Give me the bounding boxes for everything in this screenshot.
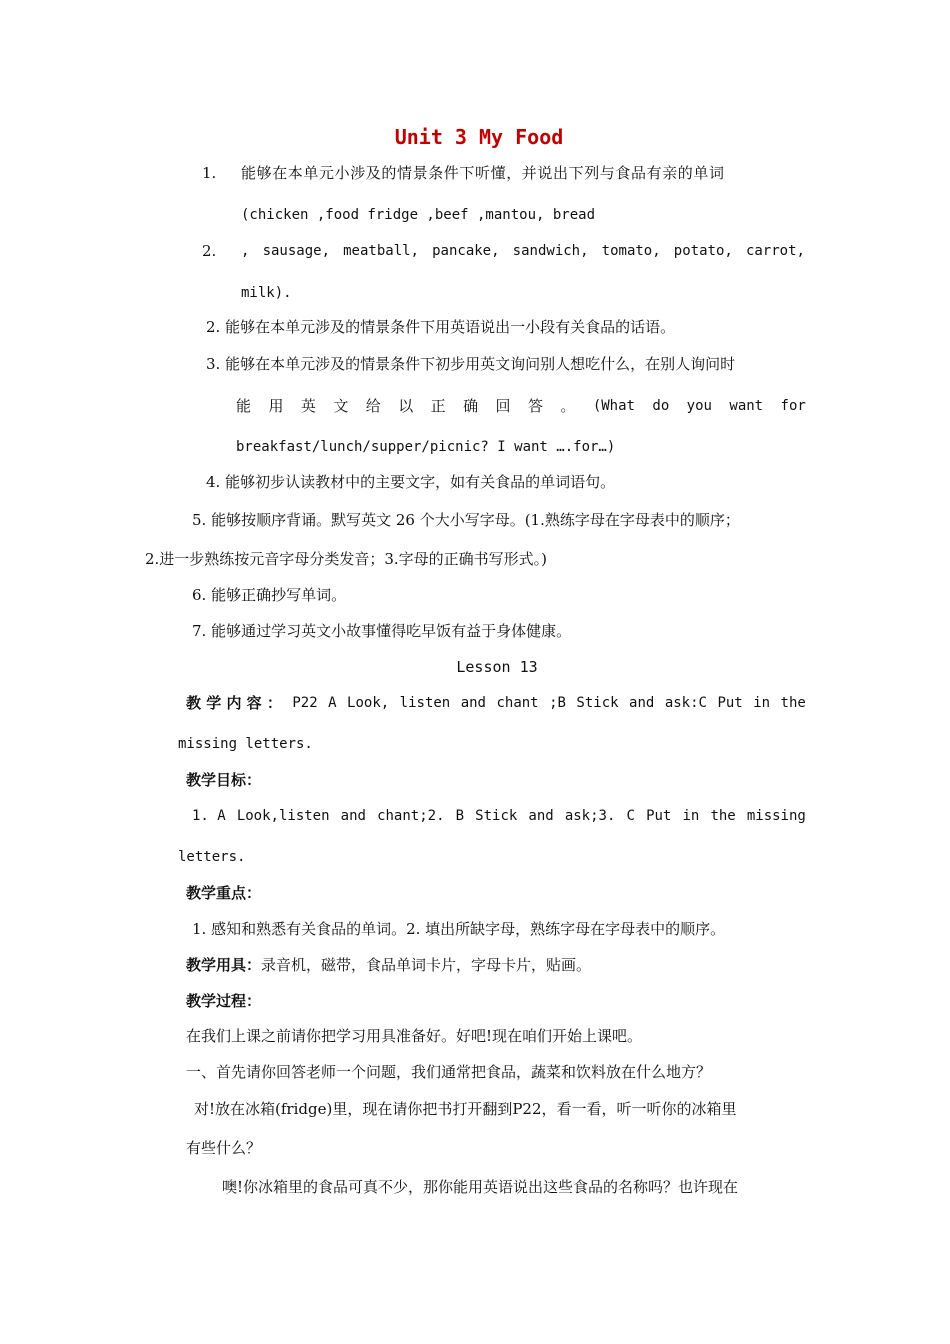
word: 英 <box>300 397 316 415</box>
process-paragraph-3-continuation: 有些什么？ <box>186 1139 262 1157</box>
word: and <box>460 695 486 711</box>
word: want <box>729 398 764 414</box>
word: P22 <box>292 695 318 711</box>
word: sandwich, <box>512 243 589 259</box>
goal-3-text: 2. 能够在本单元涉及的情景条件下用英语说出一小段有关食品的话语。 <box>206 318 676 336</box>
goal-2-words <box>241 241 805 261</box>
word: 能 <box>236 397 252 415</box>
word: the <box>780 695 806 711</box>
aim-continuation: letters. <box>178 849 246 865</box>
lesson-content-continuation: missing letters. <box>178 736 313 752</box>
goal-8-text: 7. 能够通过学习英文小故事懂得吃早饭有益于身体健康。 <box>192 622 572 640</box>
word: A <box>328 695 337 711</box>
word: ask;3. <box>564 808 616 824</box>
key-text: 1. 感知和熟悉有关食品的单词。2. 填出所缺字母，熟练字母在字母表中的顺序。 <box>192 920 726 938</box>
word: Stick <box>475 808 518 824</box>
word: ;B <box>549 695 566 711</box>
word: do <box>652 398 670 414</box>
word: Look, <box>347 695 390 711</box>
aim-label: 教学目标： <box>186 771 262 789</box>
word: missing <box>746 808 806 824</box>
word: Look,listen <box>236 808 330 824</box>
goal-5-text: 4. 能够初步认读教材中的主要文字，如有关食品的单词语句。 <box>206 473 616 491</box>
goal-2-continuation: milk). <box>241 285 292 301</box>
goal-1-number: 1. <box>202 164 217 182</box>
word: chant;2. <box>377 808 445 824</box>
process-paragraph-1: 在我们上课之前请你把学习用具准备好。好吧!现在咱们开始上课吧。 <box>186 1027 643 1045</box>
word: and <box>528 808 554 824</box>
word: sausage, <box>262 243 330 259</box>
goal-4-text: 3. 能够在本单元涉及的情景条件下初步用英文询问别人想吃什么，在别人询问时 <box>206 355 736 373</box>
word: 用 <box>268 397 284 415</box>
word: tomato, <box>601 243 661 259</box>
lesson-content-line <box>186 693 806 713</box>
key-label: 教学重点： <box>186 884 262 902</box>
goal-7-text: 6. 能够正确抄写单词。 <box>192 586 347 604</box>
word: (What <box>592 398 635 414</box>
process-paragraph-2: 一、首先请你回答老师一个问题，我们通常把食品，蔬菜和饮料放在什么地方？ <box>186 1063 712 1081</box>
tools-line <box>186 955 591 975</box>
tools-text: 录音机，磁带，食品单词卡片，字母卡片，贴画。 <box>261 956 592 974</box>
word: carrot, <box>745 243 805 259</box>
word: 。 <box>560 397 576 415</box>
word: C <box>626 808 635 824</box>
process-paragraph-3: 对!放在冰箱(fridge)里，现在请你把书打开翻到P22，看一看，听一听你的冰箱里 <box>194 1100 737 1118</box>
word: 确 <box>463 397 479 415</box>
word: , <box>241 243 250 259</box>
word: 以 <box>398 397 414 415</box>
word: in <box>682 808 700 824</box>
goal-6-text: 5. 能够按顺序背诵。默写英文 26 个大小写字母。(1.熟练字母在字母表中的顺序； <box>192 511 740 529</box>
word: Stick <box>576 695 619 711</box>
word: B <box>455 808 465 824</box>
word: potato, <box>673 243 733 259</box>
process-paragraph-4: 噢!你冰箱里的食品可真不少，那你能用英语说出这些食品的名称吗？也许现在 <box>222 1178 739 1196</box>
goal-6-continuation: 2.进一步熟练按元音字母分类发音；3.字母的正确书写形式。) <box>145 550 547 568</box>
goal-2-number: 2. <box>202 242 217 260</box>
goal-1-words: (chicken ,food fridge ,beef ,mantou, bread <box>241 207 596 223</box>
word: in <box>753 695 771 711</box>
word: 1. A <box>192 808 226 824</box>
word: and <box>629 695 655 711</box>
word: pancake, <box>432 243 500 259</box>
word: 正 <box>430 397 446 415</box>
goal-1-text: 能够在本单元小涉及的情景条件下听懂，并说出下列与食品有亲的单词 <box>241 164 725 182</box>
word: you <box>686 398 712 414</box>
word: the <box>710 808 736 824</box>
word: 文 <box>333 397 349 415</box>
aim-line <box>192 806 806 826</box>
process-label: 教学过程： <box>186 992 262 1010</box>
word: Put <box>717 695 743 711</box>
lesson-heading: Lesson 13 <box>456 658 538 676</box>
goal-4-line3: breakfast/lunch/supper/picnic? I want ….for…) <box>236 439 616 455</box>
word: 答 <box>527 397 543 415</box>
word: and <box>340 808 366 824</box>
document-title: Unit 3 My Food <box>394 125 564 149</box>
word: 回 <box>495 397 511 415</box>
word: 给 <box>365 397 381 415</box>
tools-label: 教学用具： <box>186 956 262 974</box>
word: ask:C <box>664 695 707 711</box>
word: meatball, <box>343 243 419 259</box>
word: for <box>780 398 806 414</box>
word: Put <box>646 808 672 824</box>
word: chant <box>496 695 539 711</box>
goal-4-line2 <box>236 396 806 416</box>
content-label: 教 学 内 容 ： <box>186 694 282 712</box>
word: listen <box>399 695 451 711</box>
